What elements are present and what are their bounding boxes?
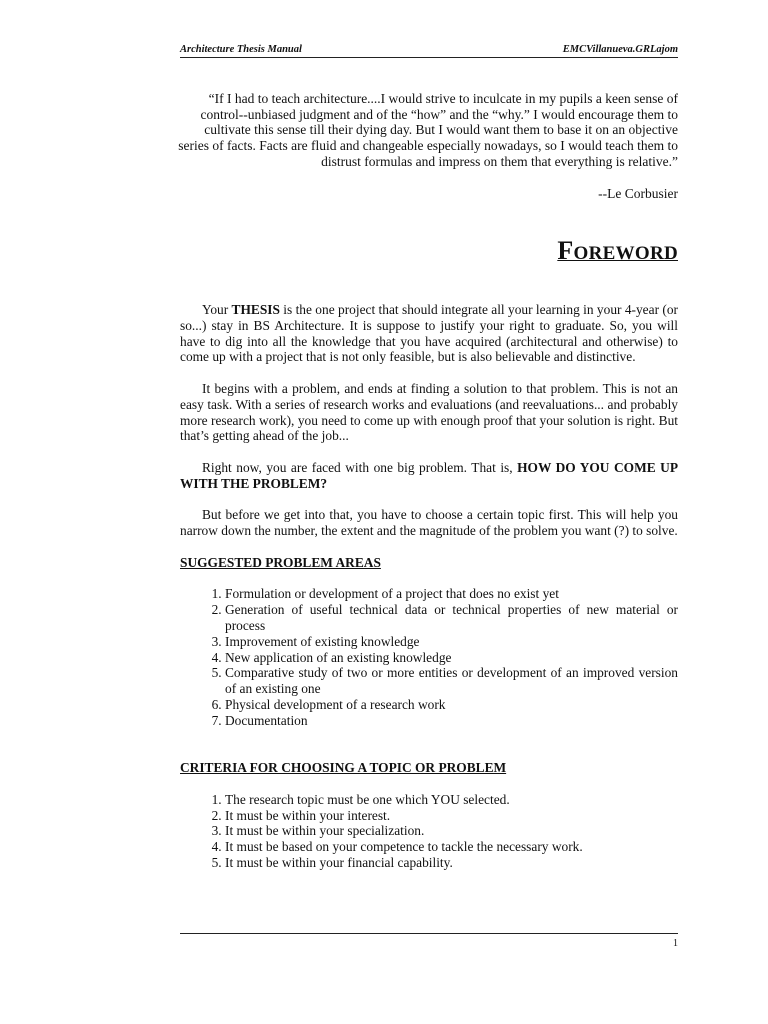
list-item: 7. Documentation bbox=[225, 713, 678, 729]
list-item: 4. It must be based on your competence to tackle the necessary work. bbox=[225, 839, 678, 855]
list-item: 1. The research topic must be one which YOU selected. bbox=[225, 792, 678, 808]
list-item: 5. Comparative study of two or more entities or development of an improved version of an existing one bbox=[225, 665, 678, 697]
title-rest: OREWORD bbox=[573, 243, 678, 264]
epigraph-quote bbox=[178, 91, 678, 170]
page-number: 1 bbox=[673, 938, 678, 949]
page-header bbox=[180, 44, 678, 58]
criteria-heading: CRITERIA FOR CHOOSING A TOPIC OR PROBLEM bbox=[180, 760, 507, 776]
list-item: 4. New application of an existing knowledge bbox=[225, 650, 678, 666]
problem-areas-list bbox=[180, 586, 678, 728]
header-manual-title: Architecture Thesis Manual bbox=[180, 44, 302, 55]
paragraph-question bbox=[180, 460, 678, 492]
para1-post: is the one project that should integrate all your learning in your 4-year (or so...) stay in BS Architecture. It is suppose to justify your right to graduate. So, you will have to dig into all the knowledge that you have acquired (architectural and otherwise) to come up with a project that is not only feasible, but is also believable and distinctive. bbox=[180, 302, 679, 365]
list-item: 3. Improvement of existing knowledge bbox=[225, 634, 678, 650]
para1-pre: Your bbox=[202, 302, 232, 317]
page-footer bbox=[180, 933, 678, 949]
quote-text: “If I had to teach architecture....I would strive to inculcate in my pupils a keen sense of control--unbiased judgment and of the “how” and the “why.” I would encourage them to cultivate this sense till their dying day. But I would want them to base it on an objective series of facts. Facts are fluid and changeable especially nowadays, so I would teach them to distrust formulas and impress on them that everything is relative.” bbox=[178, 91, 678, 169]
list-item: 6. Physical development of a research work bbox=[225, 697, 678, 713]
problem-areas-heading: SUGGESTED PROBLEM AREAS bbox=[180, 554, 381, 570]
spacer bbox=[180, 744, 678, 760]
list-item: 2. Generation of useful technical data or technical properties of new material or process bbox=[225, 602, 678, 634]
list-item: 1. Formulation or development of a project that does no exist yet bbox=[225, 586, 678, 602]
para3-bold: HOW DO YOU COME UP WITH THE PROBLEM? bbox=[180, 459, 678, 491]
paragraph-problem: It begins with a problem, and ends at finding a solution to that problem. This is not an easy task. With a series of research works and evaluations (and reevaluations... and probably more research work), you need to come up with enough proof that your solution is right. But that’s getting ahead of the job... bbox=[180, 380, 678, 444]
paragraph-topic: But before we get into that, you have to choose a certain topic first. This will help you narrow down the number, the extent and the magnitude of the problem you want (?) to solve. bbox=[180, 507, 678, 539]
document-body bbox=[180, 302, 678, 871]
paragraph-thesis bbox=[180, 302, 678, 365]
list-item: 2. It must be within your interest. bbox=[225, 808, 678, 824]
criteria-list bbox=[180, 792, 678, 871]
para1-bold: THESIS bbox=[231, 302, 280, 317]
header-authors: EMCVillanueva.GRLajom bbox=[562, 44, 678, 55]
quote-author: --Le Corbusier bbox=[598, 186, 678, 201]
section-title bbox=[178, 236, 678, 266]
list-item: 5. It must be within your financial capability. bbox=[225, 855, 678, 871]
list-item: 3. It must be within your specialization. bbox=[225, 823, 678, 839]
title-first-letter: F bbox=[557, 236, 574, 265]
para3-pre: Right now, you are faced with one big problem. That is, bbox=[202, 459, 518, 475]
